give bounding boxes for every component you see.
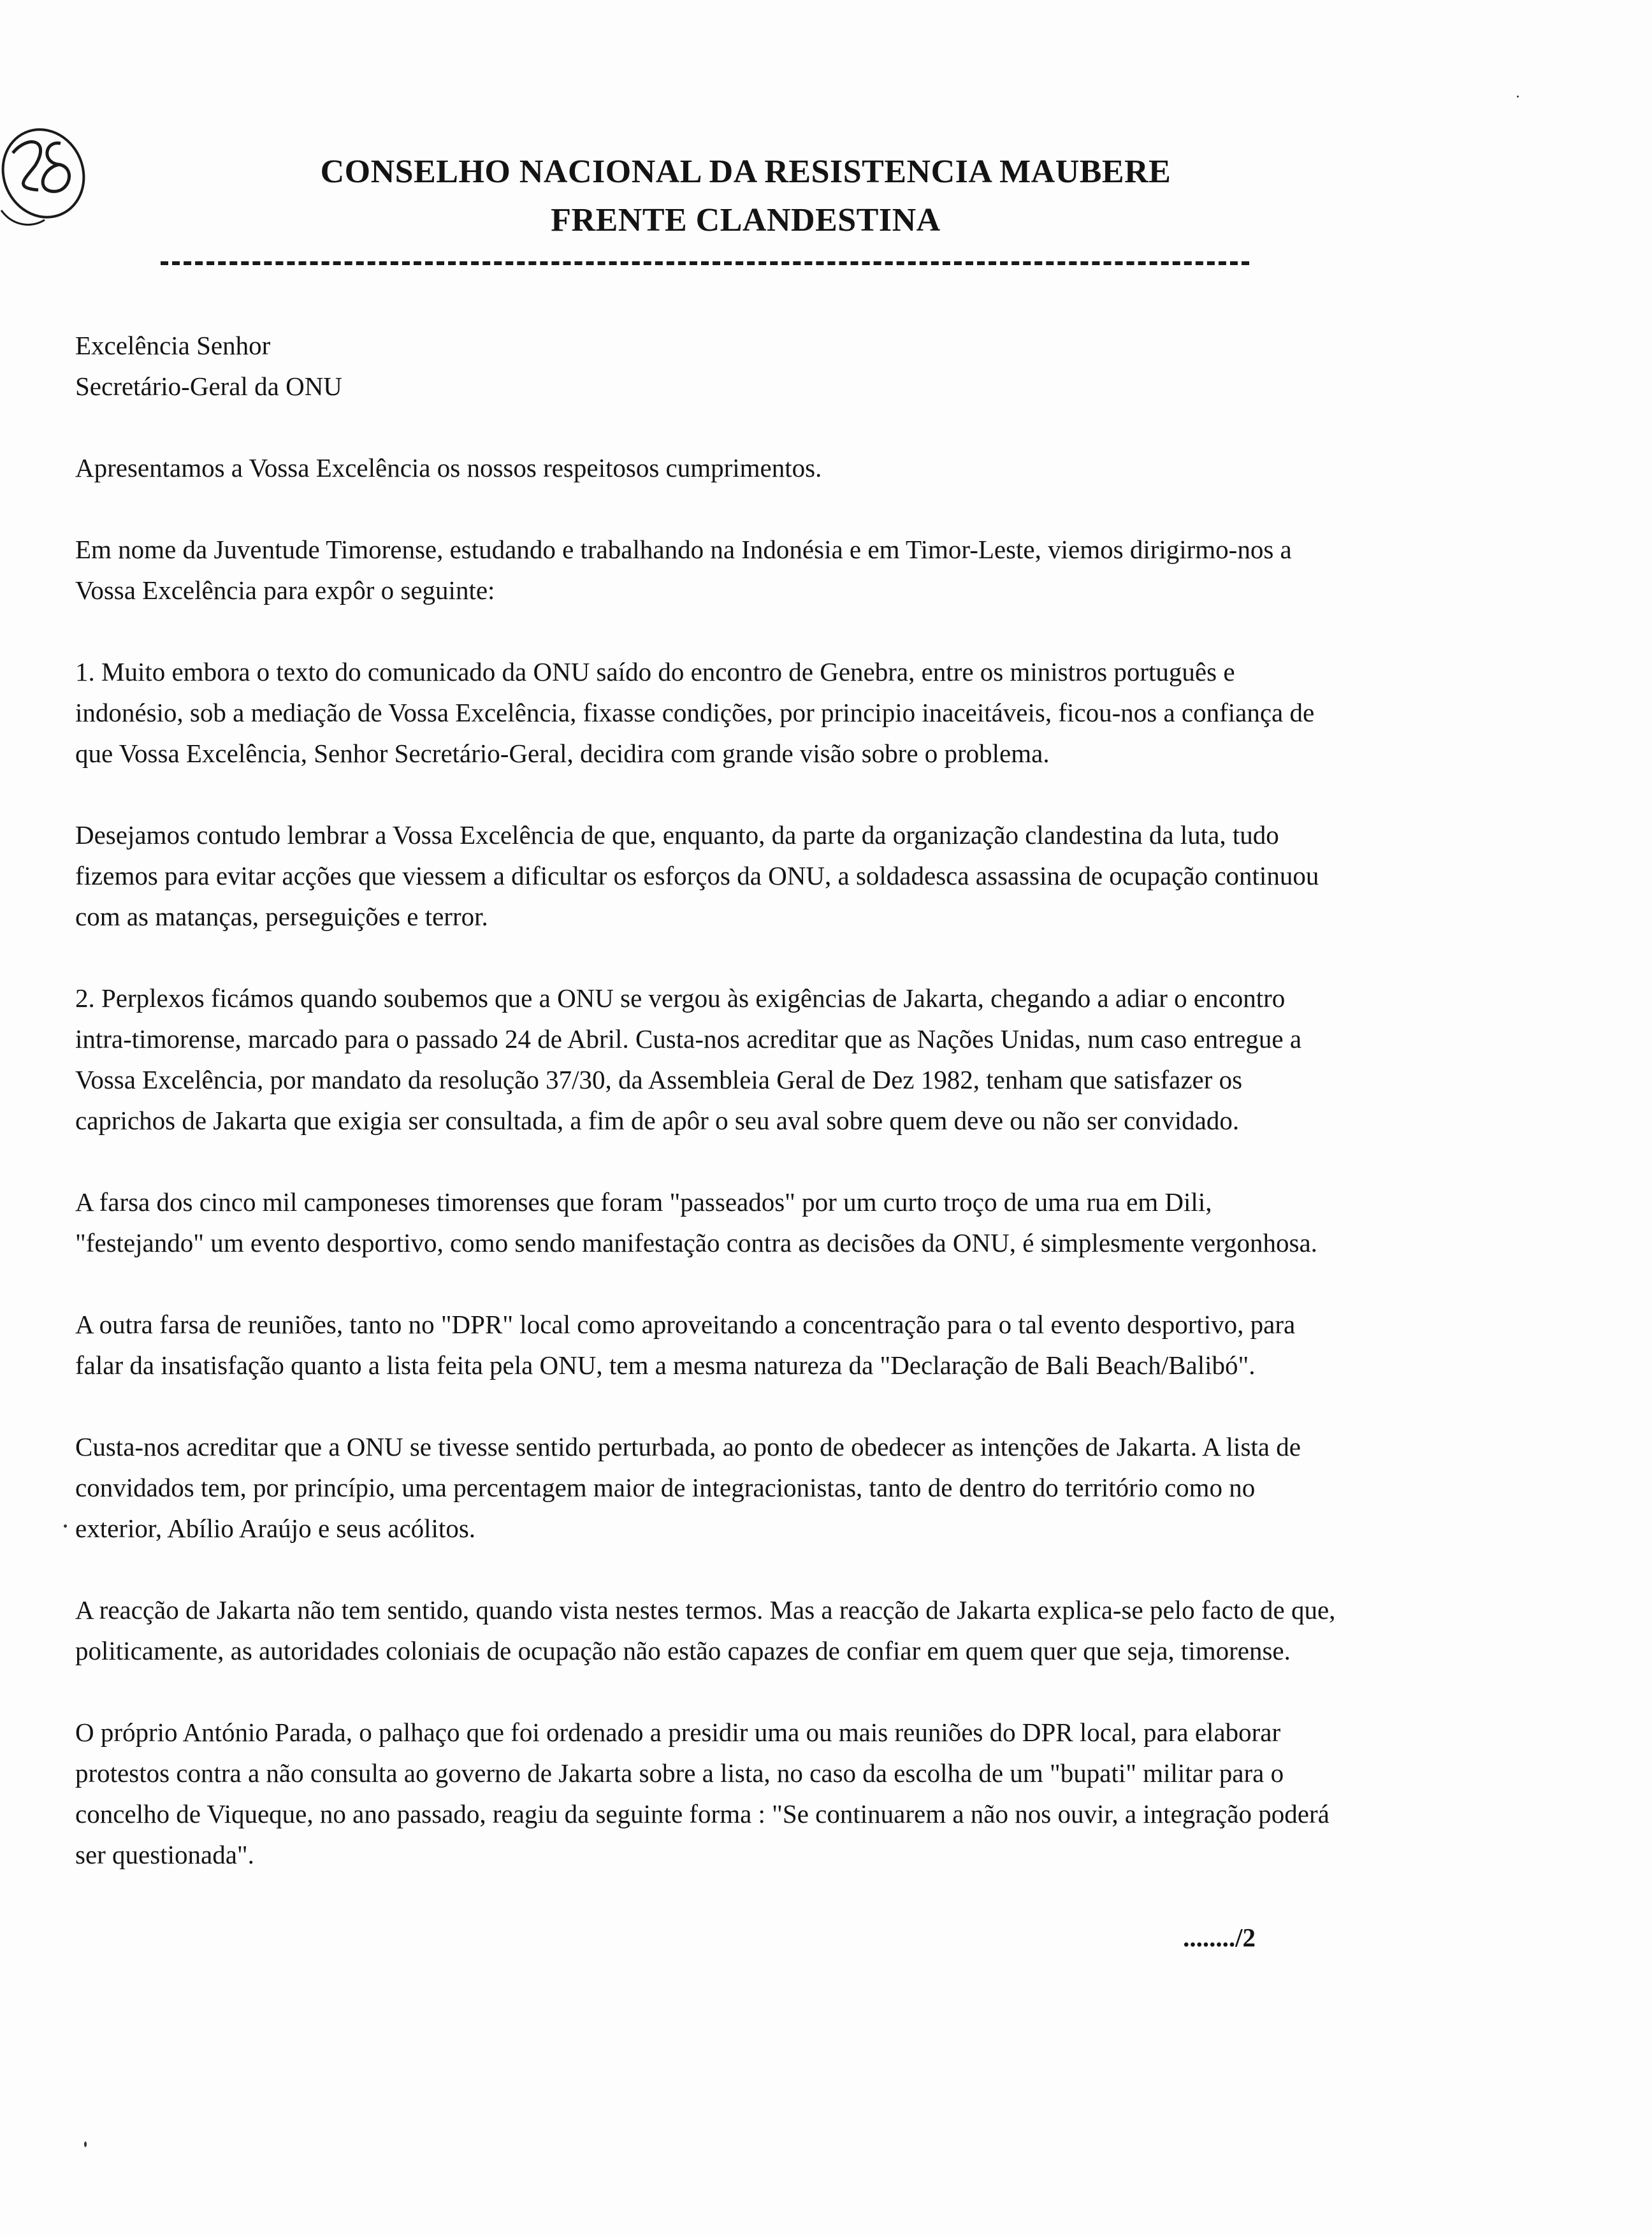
scan-speck [84,2141,87,2147]
letterhead [153,148,1338,245]
paragraph-point-2: 2. Perplexos ficámos quando soubemos que a ONU se vergou às exigências de Jakarta, chegando a adiar o encontro intra-timorense, marcado para o passado 24 de Abril. Custa-nos acreditar que as Nações Unidas, num caso entregue a Vossa Excelência, por mandato da resolução 37/30, da Assembleia Geral de Dez 1982, tenham que satisfazer os caprichos de Jakarta que exigia ser consultada, a fim de apôr o seu aval sobre quem deve ou não ser convidado. [75,983,1302,1135]
scan-speck [1517,96,1519,98]
paragraph-farsa-reunioes: A outra farsa de reuniões, tanto no "DPR" local como aproveitando a concentração para o tal evento desportivo, para falar da insatisfação quanto a lista feita pela ONU, tem a mesma natureza da "Declaração de Bali Beach/Balibó". [75,1310,1296,1380]
paragraph-introduction: Em nome da Juventude Timorense, estudando e trabalhando na Indonésia e em Timor-Leste, viemos dirigirmo-nos a Vossa Excelência para expôr o seguinte: [75,535,1292,605]
scan-speck [64,1524,67,1528]
salutation-line-1: Excelência Senhor [75,331,271,360]
handwritten-page-number-mark [0,115,96,242]
paragraph-antonio-parada: O próprio António Parada, o palhaço que foi ordenado a presidir uma ou mais reuniões do DPR local, para elaborar protestos contra a não consulta ao governo de Jakarta sobre a lista, no caso da escolha de um "bupati" militar para o concelho de Viqueque, no ano passado, reagiu da seguinte forma : "Se continuarem a não nos ouvir, a integração poderá ser questionada". [75,1718,1330,1869]
letterhead-organization: CONSELHO NACIONAL DA RESISTENCIA MAUBERE [320,154,1171,190]
paragraph-point-1-continued: Desejamos contudo lembrar a Vossa Excelência de que, enquanto, da parte da organização clandestina da luta, tudo fizemos para evitar acções que viessem a dificultar os esforços da ONU, a soldadesca assassina de ocupação continuou com as matanças, perseguições e terror. [75,820,1319,931]
page-continuation-marker: ......../2 [1183,1923,1256,1952]
paragraph-lista-convidados: Custa-nos acreditar que a ONU se tivesse sentido perturbada, ao ponto de obedecer as intenções de Jakarta. A lista de convidados tem, por princípio, uma percentagem maior de integracionistas, tanto de dentro do território como no exterior, Abílio Araújo e seus acólitos. [75,1432,1301,1543]
paragraph-point-1: 1. Muito embora o texto do comunicado da ONU saído do encontro de Genebra, entre os ministros português e indonésio, sob a mediação de Vossa Excelência, fixasse condições, por principio inaceitáveis, ficou-nos a confiança de que Vossa Excelência, Senhor Secretário-Geral, decidira com grande visão sobre o problema. [75,657,1315,768]
salutation-line-2: Secretário-Geral da ONU [75,372,342,401]
paragraph-greeting: Apresentamos a Vossa Excelência os nossos respeitosos cumprimentos. [75,453,822,482]
paragraph-farsa-camponeses: A farsa dos cinco mil camponeses timorenses que foram "passeados" por um curto troço de uma rua em Dili, "festejando" um evento desportivo, como sendo manifestação contra as decisões da ONU, é simplesmente vergonhosa. [75,1187,1317,1257]
paragraph-reaccao-jakarta: A reacção de Jakarta não tem sentido, quando vista nestes termos. Mas a reacção de Jakarta explica-se pelo facto de que, politicamente, as autoridades coloniais de ocupação não estão capazes de confiar em quem quer que seja, timorense. [75,1595,1336,1665]
letterhead-subtitle: FRENTE CLANDESTINA [551,202,941,238]
letterhead-divider [161,261,1249,265]
salutation [75,325,1337,407]
letter-body [75,325,1337,1916]
